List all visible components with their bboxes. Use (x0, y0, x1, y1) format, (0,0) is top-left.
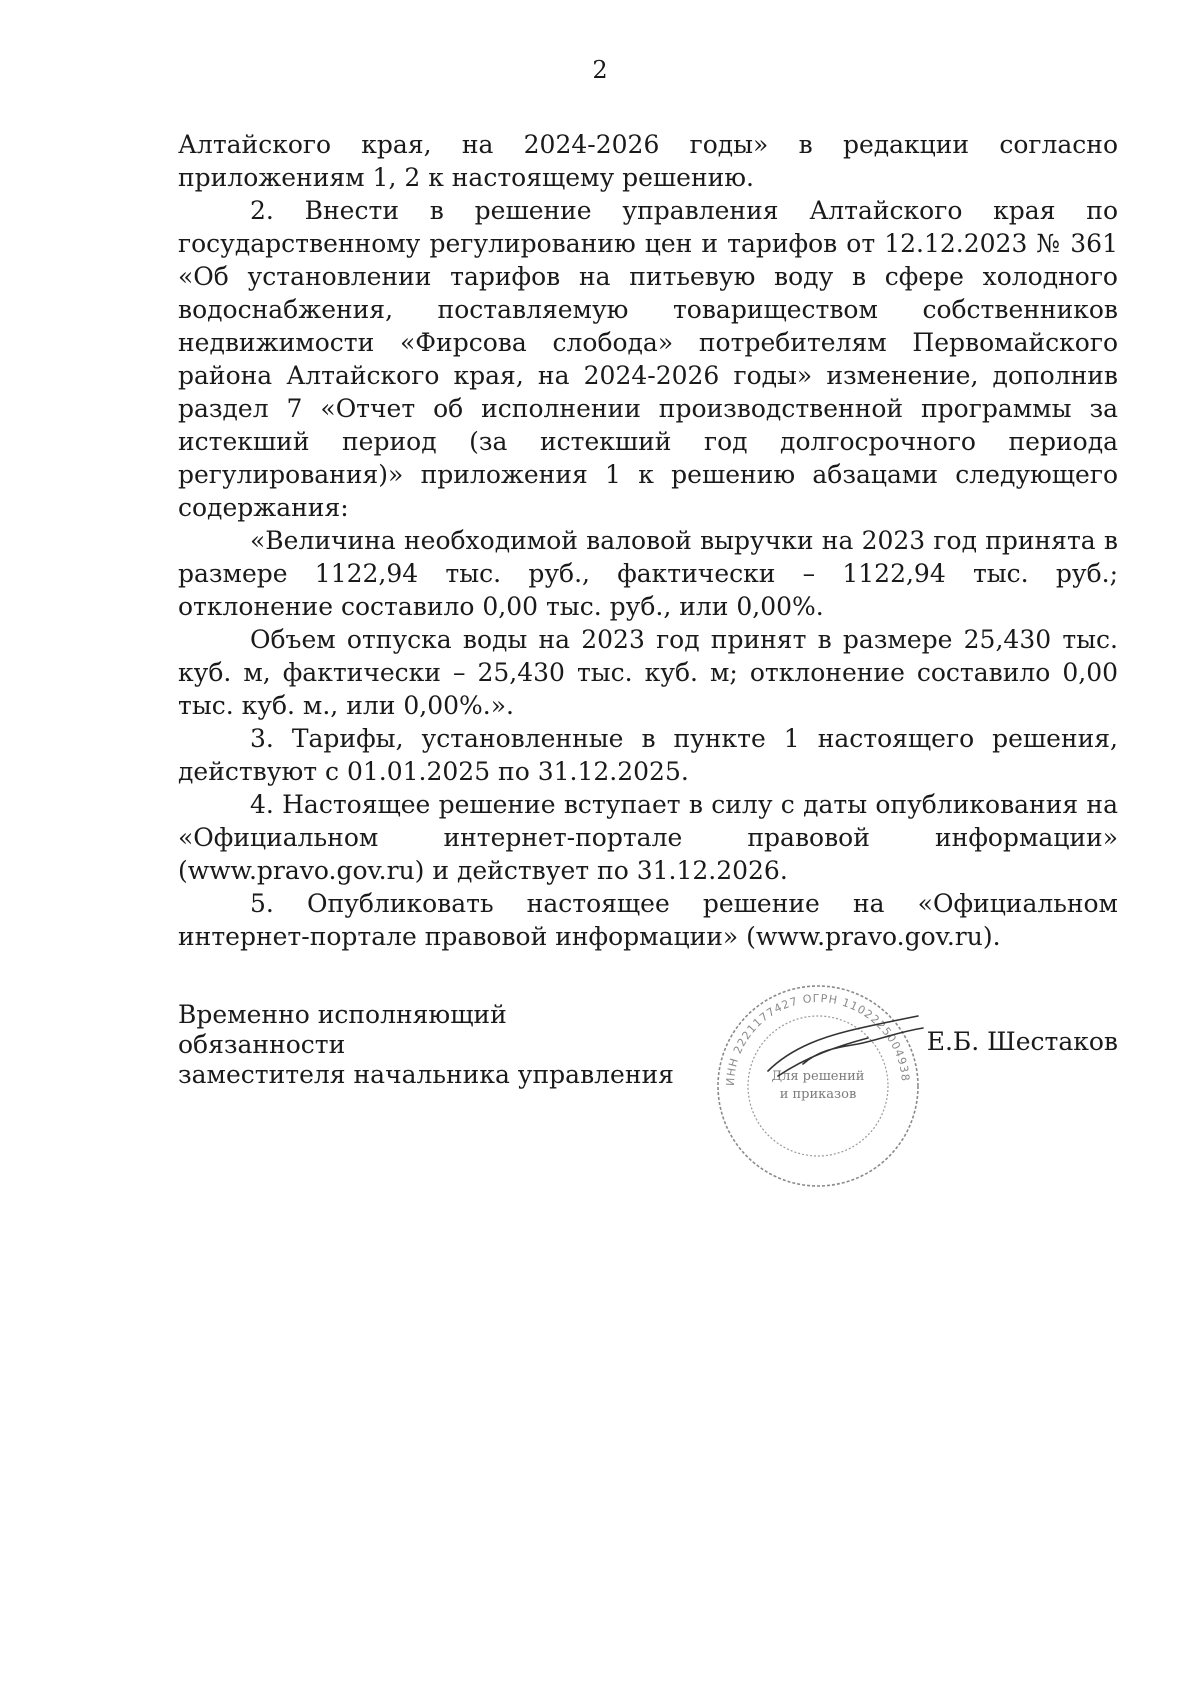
paragraph-item-5: 5. Опубликовать настоящее решение на «Официальном интернет-портале правовой информации» (www.pravo.gov.ru). (178, 889, 1118, 951)
paragraph-item-3: 3. Тарифы, установленные в пункте 1 настоящего решения, действуют с 01.01.2025 по 31.12.2025. (178, 724, 1118, 786)
document-body (178, 128, 1118, 953)
signer-title-line-1: Временно исполняющий обязанности (178, 1000, 507, 1059)
paragraph-item-2: 2. Внести в решение управления Алтайского края по государственному регулированию цен и тарифов от 12.12.2023 № 361 «Об установлении тарифов на питьевую воду в сфере холодного водоснабжения, поставляемую товариществом собственников недвижимости «Фирсова слобода» потребителям Первомайского района Алтайского края, на 2024-2026 годы» изменение, дополнив раздел 7 «Отчет об исполнении производственной программы за истекший период (за истекший год долгосрочного периода регулирования)» приложения 1 к решению абзацами следующего содержания: (178, 196, 1118, 522)
paragraph-item-4: 4. Настоящее решение вступает в силу с даты опубликования на «Официальном интернет-портале правовой информации» (www.pravo.gov.ru) и действует по 31.12.2026. (178, 790, 1118, 885)
paragraph-quote-revenue: «Величина необходимой валовой выручки на 2023 год принята в размере 1122,94 тыс. руб., фактически – 1122,94 тыс. руб.; отклонение составило 0,00 тыс. руб., или 0,00%. (178, 526, 1118, 621)
seal-outer-text: ИНН 2221177427 ОГРН 1102225004938 (723, 991, 912, 1087)
official-seal (708, 976, 928, 1196)
paragraph-quote-volume: Объем отпуска воды на 2023 год принят в размере 25,430 тыс. куб. м, фактически – 25,430 тыс. куб. м; отклонение составило 0,00 тыс. куб. м., или 0,00%.». (178, 625, 1118, 720)
paragraph-continuation: Алтайского края, на 2024-2026 годы» в редакции согласно приложениям 1, 2 к настоящему решению. (178, 130, 1118, 192)
seal-inner-line-2: и приказов (779, 1087, 857, 1102)
signer-name: Е.Б. Шестаков (926, 1027, 1118, 1056)
signer-title-line-2: заместителя начальника управления (178, 1060, 674, 1089)
page-number: 2 (592, 56, 608, 84)
seal-inner-line-1: Для решений (771, 1069, 865, 1084)
signer-title (178, 1000, 678, 1090)
signature-block (178, 991, 1118, 1220)
